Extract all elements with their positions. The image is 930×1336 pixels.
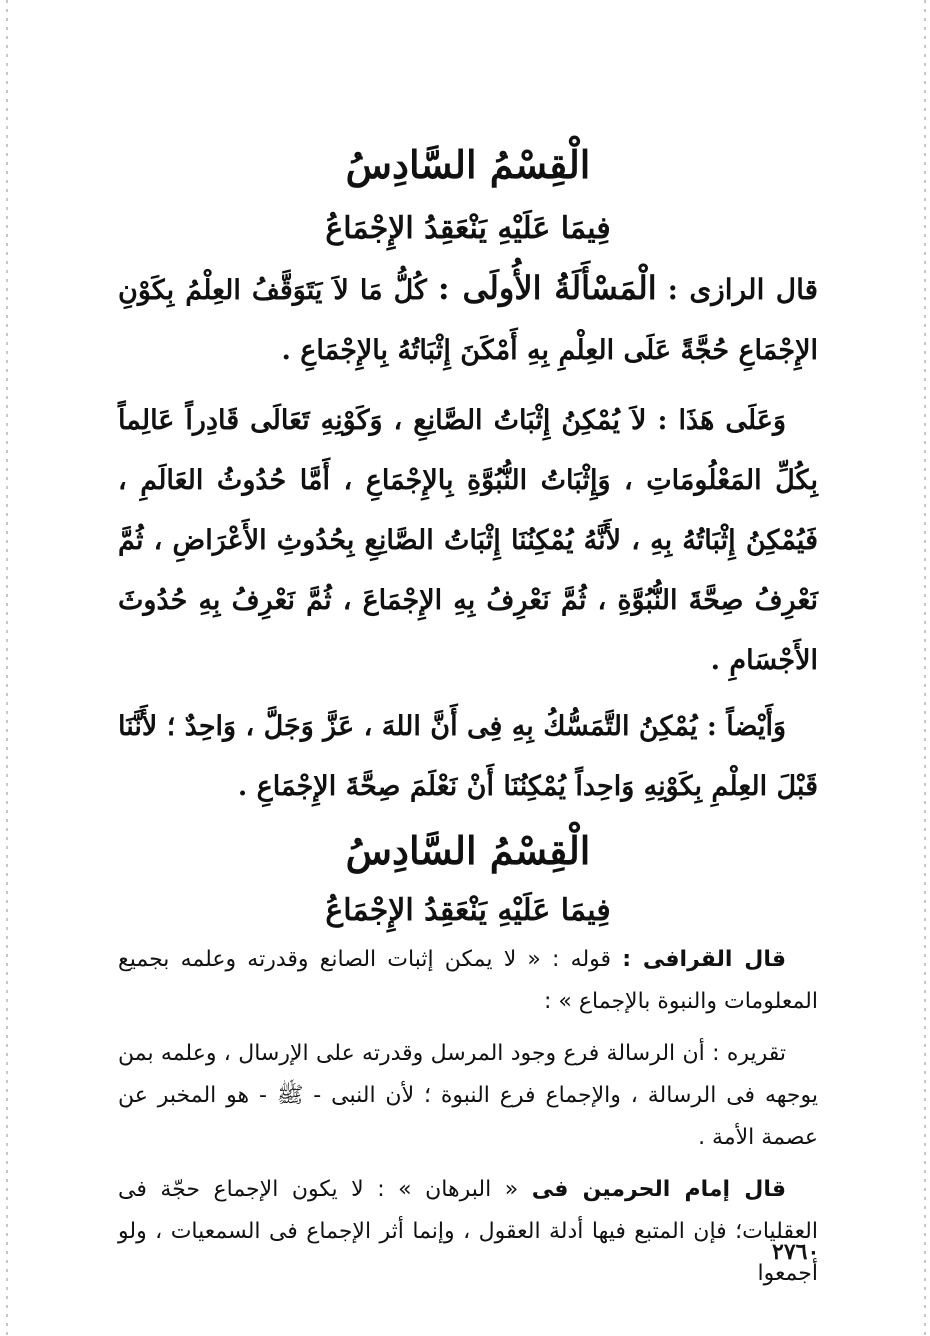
razi-paragraph-3: وَأَيْضاً : يُمْكِنُ التَّمَسُّكُ بِهِ فِى أَنَّ اللهَ ، عَزَّ وَجَلَّ ، وَاحِدٌ ؛ لأَنَّنَا قَبْلَ العِلْمِ بِكَوْنِهِ وَاحِداً يُمْكِنُنَا أَنْ نَعْلَمَ صِحَّةَ الإِجْمَاعِ .	[118, 711, 818, 802]
section-subtitle: فِيمَا عَلَيْهِ يَنْعَقِدُ الإِجْمَاعُ	[325, 211, 611, 246]
section-subtitle-repeat: فِيمَا عَلَيْهِ يَنْعَقِدُ الإِجْمَاعُ	[325, 893, 611, 928]
qarafi-text: قوله : « لا يمكن إثبات الصانع وقدرته وعلمه بجميع المعلومات والنبوة بالإجماع » :	[118, 947, 818, 1014]
haramayn-paragraph	[118, 1169, 818, 1295]
page-number: ٢٧٦٠	[772, 1239, 820, 1265]
razi-first-issue	[118, 258, 818, 381]
haramayn-speaker: قال إمام الحرمين فى	[531, 1177, 786, 1202]
razi-speaker: قال الرازى :	[667, 273, 818, 306]
razi-paragraph-2: وَعَلَى هَذَا : لاَ يُمْكِنُ إِثْبَاتُ الصَّانِعِ ، وَكَوْنِهِ تَعَالَى قَادِراً عَالِماً بِكُلِّ المَعْلُومَاتِ ، وَإِثْبَاتُ النُّبُوَّةِ بِالإِجْمَاعِ ، أَمَّا حُدُوثُ العَالَمِ ، فَيُمْكِنُ إِثْبَاتُهُ بِهِ ، لأَنَّهُ يُمْكِنُنَا إِثْبَاتُ الصَّانِعِ بِحُدُوثِ الأَعْرَاضِ ، ثُمَّ نَعْرِفُ صِحَّةَ النُّبُوَّةِ ، ثُمَّ نَعْرِفُ بِهِ الإِجْمَاعَ ، ثُمَّ نَعْرِفُ بِهِ حُدُوثَ الأَجْسَامِ .	[118, 405, 818, 676]
qarafi-speaker: قال القرافى :	[622, 947, 786, 972]
qarafi-paragraph	[118, 939, 818, 1023]
haramayn-text: « البرهان » : لا يكون الإجماع حجّة فى العقليات؛ فإن المتبع فيها أدلة العقول ، وإنما أثر الإجماع فى السمعيات ، ولو أجمعوا	[118, 1177, 818, 1286]
issue-text: كُلُّ مَا لاَ يَتَوَقَّفُ العِلْمُ بِكَوْنِ الإِجْمَاعِ حُجَّةً عَلَى العِلْمِ بِهِ أَمْكَنَ إِثْبَاتُهُ بِالإِجْمَاعِ .	[118, 275, 818, 366]
section-title-repeat: الْقِسْمُ السَّادِسُ	[345, 828, 591, 873]
taqrir-paragraph: تقريره : أن الرسالة فرع وجود المرسل وقدرته على الإرسال ، وعلمه بمن يوجهه فى الرسالة ، والإجماع فرع النبوة ؛ لأن النبى - ﷺ - هو المخبر عن عصمة الأمة .	[118, 1041, 818, 1150]
scan-edge-left	[6, 0, 8, 1336]
issue-label: الْمَسْأَلَةُ الأُولَى :	[437, 269, 657, 307]
scan-edge-right	[924, 0, 926, 1336]
page-content	[118, 130, 818, 1295]
section-title: الْقِسْمُ السَّادِسُ	[345, 142, 591, 187]
